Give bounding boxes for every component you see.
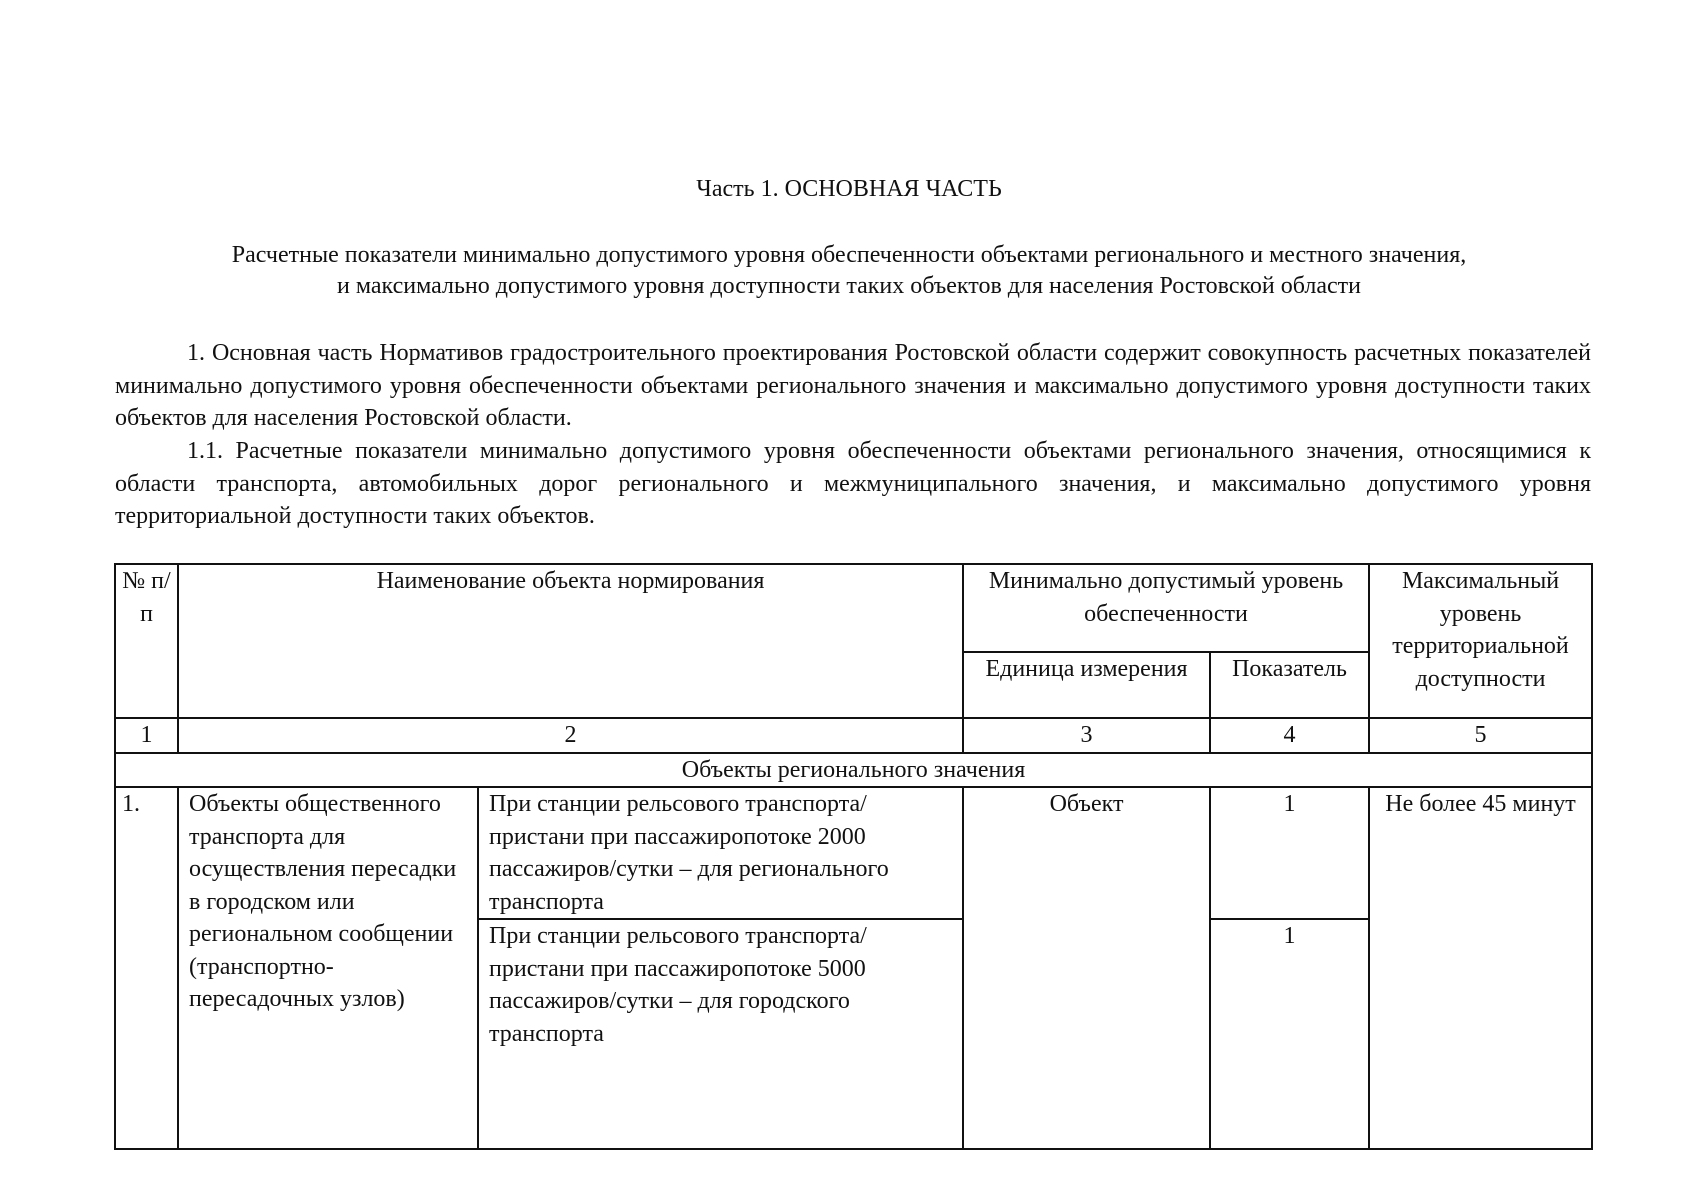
header-indicator: Показатель xyxy=(1210,652,1369,718)
header-num: № п/п xyxy=(115,564,178,718)
header-unit: Единица измерения xyxy=(963,652,1210,718)
column-number-3: 3 xyxy=(963,718,1210,753)
row-object: Объекты общественного транспорта для осуществления пересадки в городском или региональном сообщении (транспортно-пересадочных узлов) xyxy=(178,787,478,1149)
paragraph-1: 1. Основная часть Нормативов градостроительного проектирования Ростовской области содержит совокупность расчетных показателей минимально допустимого уровня обеспеченности объектами регионального значения и максимально допустимого уровня доступности таких объектов для населения Ростовской области. xyxy=(115,340,1591,431)
row-indicator-1: 1 xyxy=(1210,787,1369,919)
document-subtitle xyxy=(110,240,1588,302)
row-max-access: Не более 45 минут xyxy=(1369,787,1592,1149)
part-title: Часть 1. ОСНОВНАЯ ЧАСТЬ xyxy=(696,176,1002,202)
subtitle-line-2: и максимально допустимого уровня доступности таких объектов для населения Ростовской области xyxy=(337,273,1361,299)
row-indicator-2: 1 xyxy=(1210,919,1369,1149)
row-unit: Объект xyxy=(963,787,1210,1149)
section-title: Объекты регионального значения xyxy=(115,753,1592,788)
header-min-level: Минимально допустимый уровень обеспеченности xyxy=(963,564,1369,652)
norms-table xyxy=(114,563,1593,1150)
column-number-5: 5 xyxy=(1369,718,1592,753)
paragraph-1-1: 1.1. Расчетные показатели минимально допустимого уровня обеспеченности объектами регионального значения, относящимися к области транспорта, автомобильных дорог регионального и межмуниципального значения, и максимально допустимого уровня территориальной доступности таких объектов. xyxy=(115,438,1591,529)
table-row xyxy=(115,787,1592,919)
row-condition-2: При станции рельсового транспорта/ пристани при пассажиропотоке 5000 пассажиров/сутки – для городского транспорта xyxy=(478,919,963,1149)
column-number-2: 2 xyxy=(178,718,963,753)
row-num: 1. xyxy=(115,787,178,1149)
column-number-4: 4 xyxy=(1210,718,1369,753)
header-name: Наименование объекта нормирования xyxy=(178,564,963,718)
header-max-level: Максимальный уровень территориальной доступности xyxy=(1369,564,1592,718)
subtitle-line-1: Расчетные показатели минимально допустимого уровня обеспеченности объектами регионального и местного значения, xyxy=(231,242,1467,268)
column-number-1: 1 xyxy=(115,718,178,753)
row-condition-1: При станции рельсового транспорта/ пристани при пассажиропотоке 2000 пассажиров/сутки – для регионального транспорта xyxy=(478,787,963,919)
